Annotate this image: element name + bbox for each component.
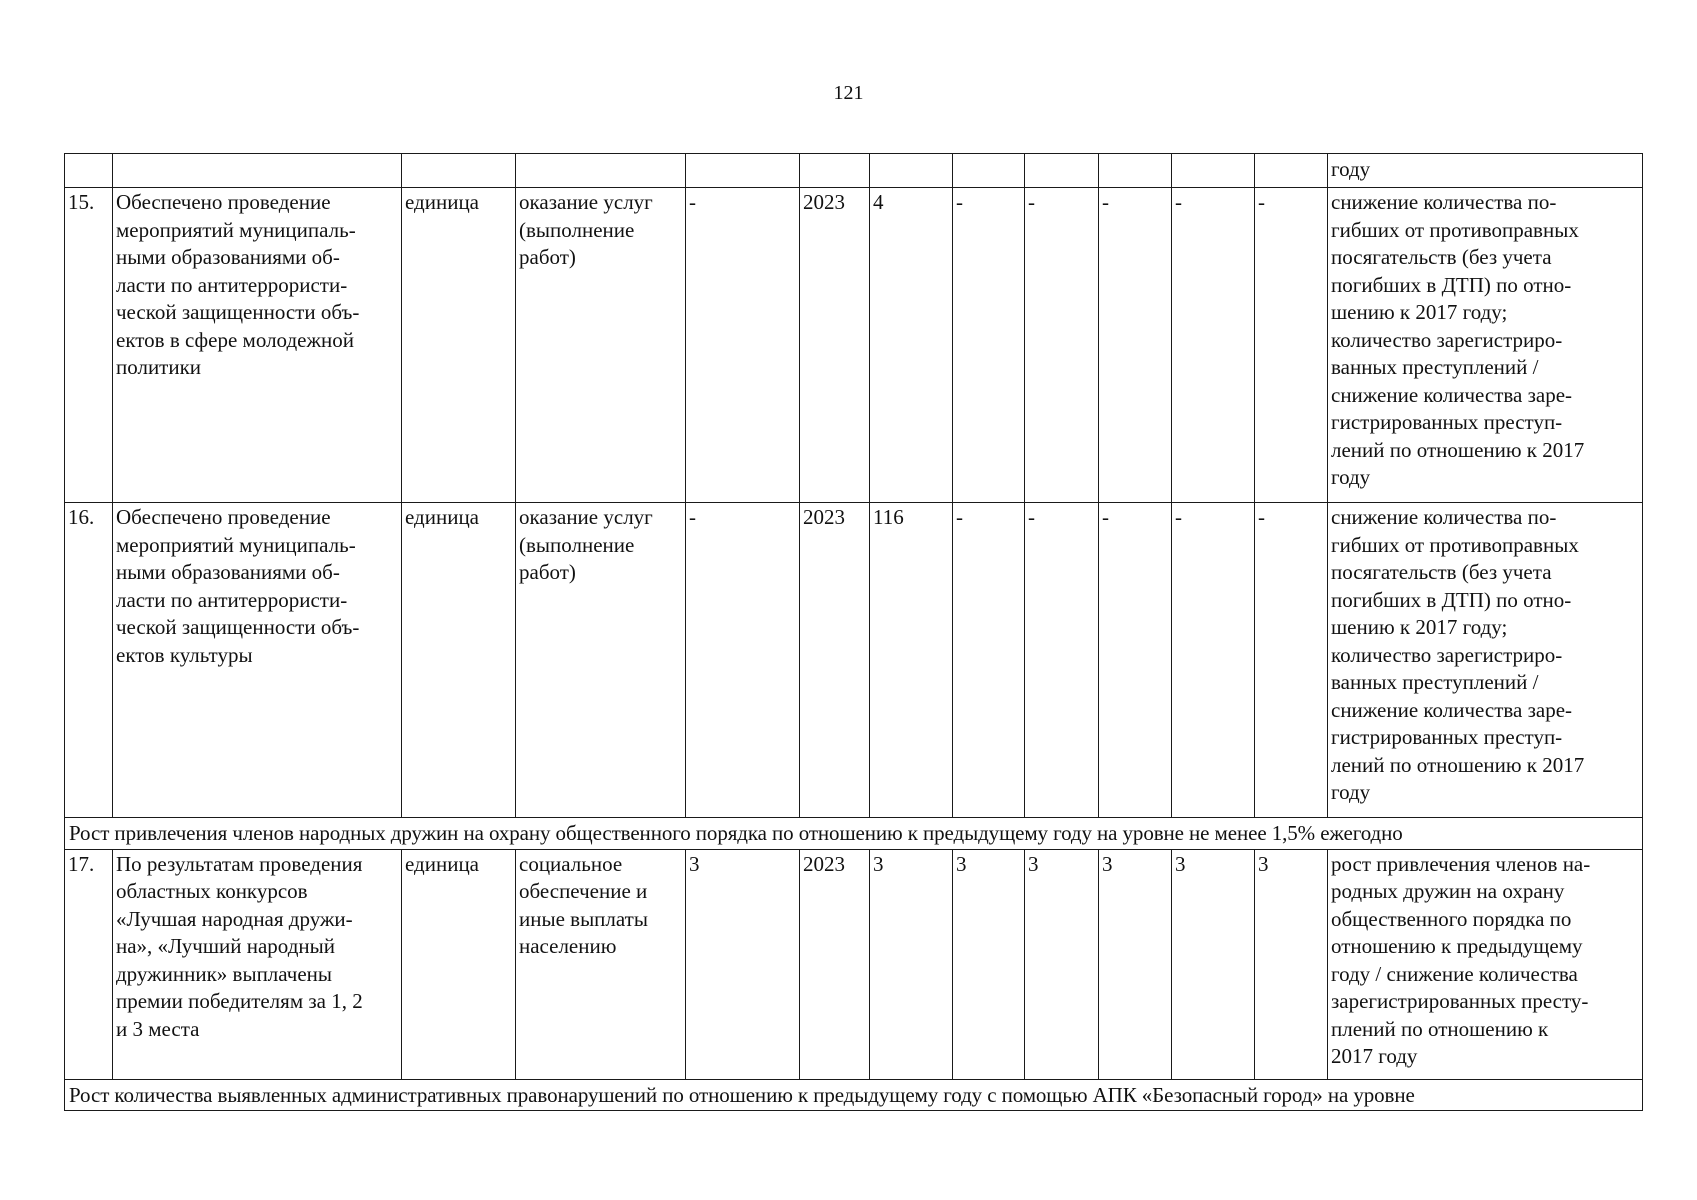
year-cell: 2023 [800, 849, 870, 1079]
page-number: 121 [833, 82, 864, 104]
result-cell: снижение количества по- гибших от противоправных посягательств (без учета погибших в ДТП) по отно- шению к 2017 году; количество зарегистриро- ванных преступлений / снижение количества заре- гистрированных преступ- лений по отношению к 2017 году [1328, 503, 1643, 818]
type-cell: оказание услуг (выполнение работ) [516, 188, 686, 503]
row-number: 17. [65, 849, 113, 1079]
type-cell: оказание услуг (выполнение работ) [516, 503, 686, 818]
row-number: 16. [65, 503, 113, 818]
value-cell: 3 [1255, 849, 1328, 1079]
unit-cell: единица [402, 503, 516, 818]
measure-name: Обеспечено проведение мероприятий муниципаль- ными образованиями об- ласти по антитеррористи- ческой защищенности объ- ектов в сфере молодежной политики [113, 188, 402, 503]
section-heading-row [65, 1079, 1643, 1111]
section-heading: Рост количества выявленных административных правонарушений по отношению к предыдущему году с помощью АПК «Безопасный город» на уровне [65, 1079, 1643, 1111]
base-value: 3 [686, 849, 800, 1079]
value-cell: 4 [870, 188, 953, 503]
year-cell: 2023 [800, 503, 870, 818]
result-cell: году [1328, 154, 1643, 188]
value-cell: - [1255, 503, 1328, 818]
value-cell: 116 [870, 503, 953, 818]
base-value: - [686, 188, 800, 503]
value-cell: - [1255, 188, 1328, 503]
value-cell: - [1172, 188, 1255, 503]
value-cell: - [1099, 188, 1172, 503]
section-heading-row [65, 818, 1643, 850]
value-cell: 3 [870, 849, 953, 1079]
result-cell: снижение количества по- гибших от противоправных посягательств (без учета погибших в ДТП) по отно- шению к 2017 году; количество зарегистриро- ванных преступлений / снижение количества заре- гистрированных преступ- лений по отношению к 2017 году [1328, 188, 1643, 503]
table-row-17 [65, 849, 1643, 1079]
value-cell: 3 [953, 849, 1025, 1079]
base-value: - [686, 503, 800, 818]
unit-cell: единица [402, 188, 516, 503]
program-table [64, 153, 1643, 1111]
value-cell: - [953, 503, 1025, 818]
value-cell: - [1025, 188, 1099, 503]
year-cell: 2023 [800, 188, 870, 503]
value-cell: - [1025, 503, 1099, 818]
value-cell: - [1099, 503, 1172, 818]
table-row-15 [65, 188, 1643, 503]
value-cell: 3 [1172, 849, 1255, 1079]
row-number: 15. [65, 188, 113, 503]
measure-name: Обеспечено проведение мероприятий муниципаль- ными образованиями об- ласти по антитеррористи- ческой защищенности объ- ектов культуры [113, 503, 402, 818]
result-cell: рост привлечения членов на- родных дружин на охрану общественного порядка по отношению к предыдущему году / снижение количества зарегистрированных престу- плений по отношению к 2017 году [1328, 849, 1643, 1079]
section-heading: Рост привлечения членов народных дружин на охрану общественного порядка по отношению к предыдущему году на уровне не менее 1,5% ежегодно [65, 818, 1643, 850]
type-cell: социальное обеспечение и иные выплаты населению [516, 849, 686, 1079]
measure-name: По результатам проведения областных конкурсов «Лучшая народная дружи- на», «Лучший народный дружинник» выплачены премии победителям за 1, 2 и 3 места [113, 849, 402, 1079]
table-row-16 [65, 503, 1643, 818]
value-cell: - [953, 188, 1025, 503]
continuation-row [65, 154, 1643, 188]
value-cell: 3 [1099, 849, 1172, 1079]
value-cell: 3 [1025, 849, 1099, 1079]
unit-cell: единица [402, 849, 516, 1079]
value-cell: - [1172, 503, 1255, 818]
